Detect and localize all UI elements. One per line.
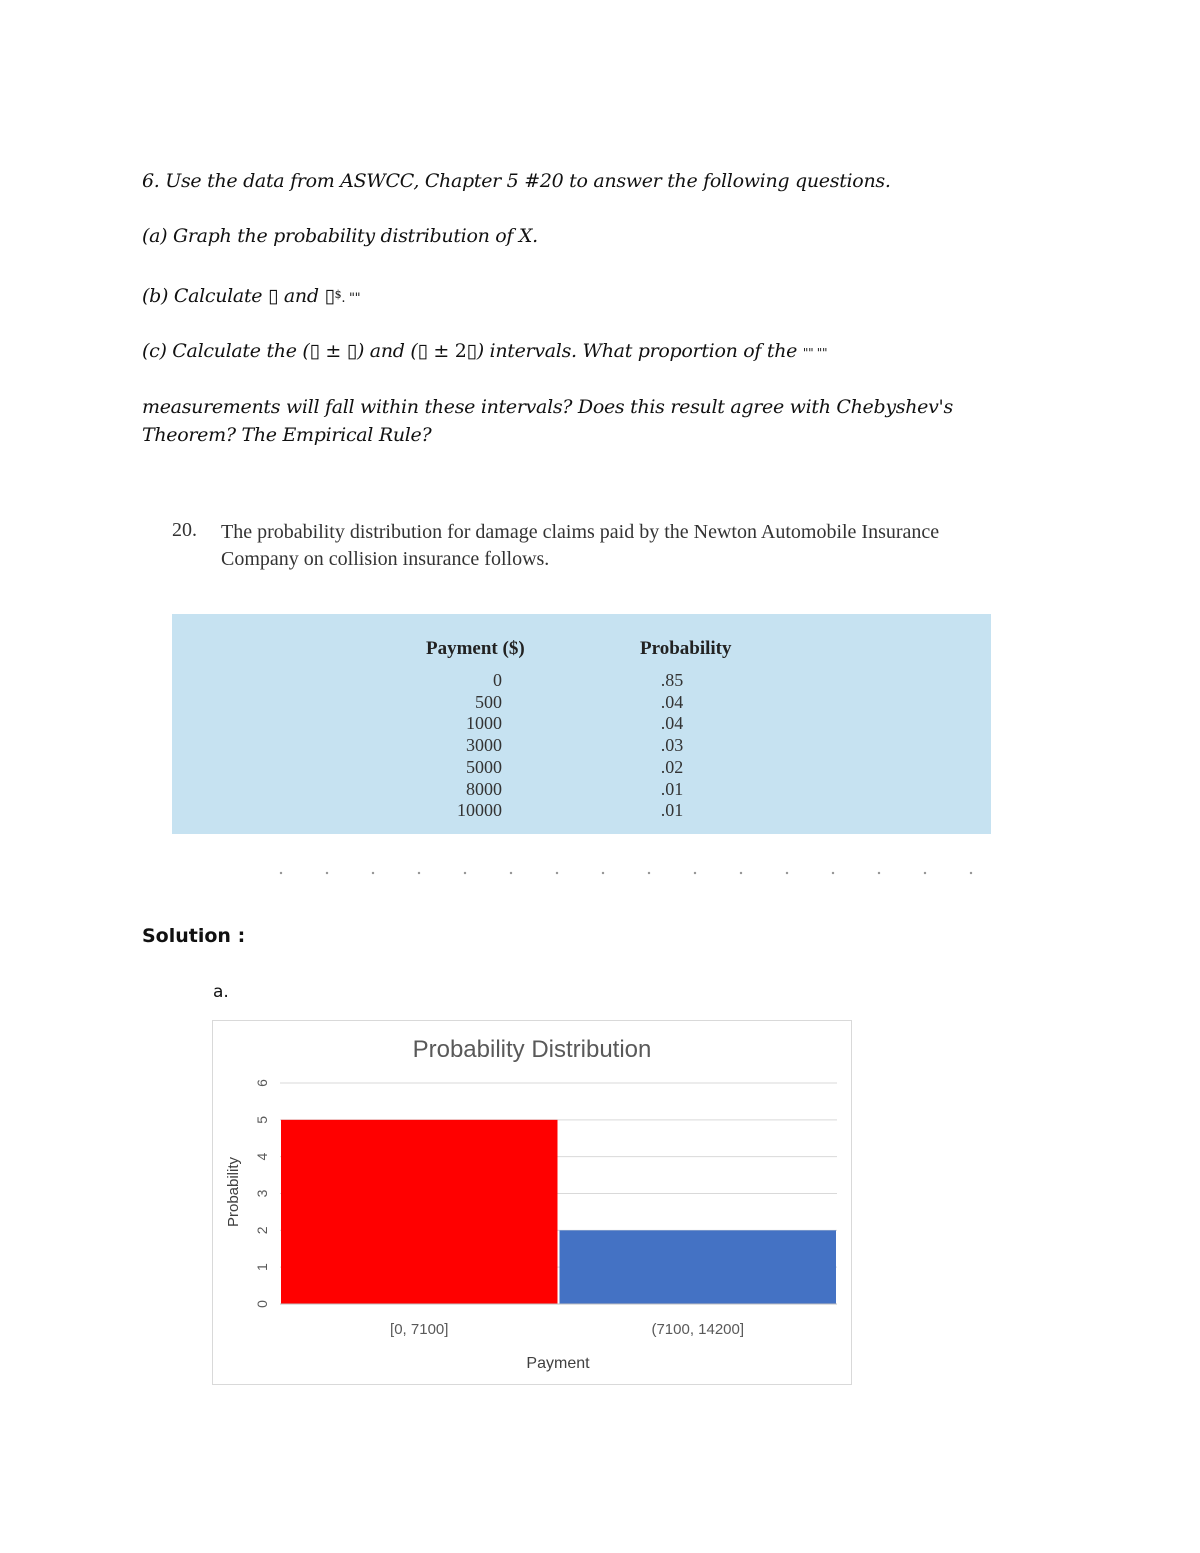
- table-cell-payment: 0: [493, 670, 502, 690]
- table-cell-payment: 5000: [466, 756, 502, 777]
- y-tick-label: 3: [254, 1189, 270, 1198]
- part-b-end: . "": [341, 291, 361, 306]
- sigma-symbol: ▯: [346, 340, 357, 362]
- chart-svg: [213, 1021, 851, 1384]
- sigma-symbol: ▯: [466, 340, 477, 362]
- y-tick-label: 2: [254, 1226, 270, 1235]
- table-cell-probability: .04: [660, 691, 684, 712]
- part-c-mid: ) and (: [356, 340, 418, 362]
- x-tick-label: [0, 7100]: [390, 1321, 449, 1338]
- part-c-marks: "" "": [802, 346, 828, 360]
- part-b-prefix: (b) Calculate: [142, 285, 268, 307]
- payment-column: [432, 670, 502, 822]
- exercise-number: 20.: [172, 519, 197, 541]
- x-axis-label: Payment: [526, 1355, 590, 1372]
- bar-1: [281, 1120, 558, 1304]
- solution-heading: Solution :: [142, 925, 246, 947]
- table-header-payment: Payment ($): [426, 638, 525, 659]
- y-tick-label: 0: [254, 1300, 270, 1308]
- question-part-a: (a) Graph the probability distribution of X.: [142, 225, 538, 247]
- part-c-prefix: (c) Calculate the (: [142, 340, 310, 362]
- plus-minus: ±: [319, 340, 347, 362]
- y-tick-label: 5: [254, 1115, 270, 1124]
- x-tick-label: (7100, 14200]: [651, 1321, 745, 1338]
- mu-symbol: ▯: [417, 340, 428, 362]
- mu-symbol: ▯: [267, 285, 279, 307]
- table-header-probability: Probability: [640, 638, 732, 659]
- table-cell-probability: .01: [660, 800, 684, 821]
- probability-chart: [212, 1020, 852, 1385]
- table-cell-payment: 3000: [466, 735, 502, 756]
- y-axis-label: Probability: [225, 1156, 242, 1228]
- table-cell-payment: 500: [475, 691, 502, 712]
- exercise-text: The probability distribution for damage claims paid by the Newton Automobile Insurance Company on collision insurance follows.: [221, 521, 940, 570]
- table-cell-probability: .85: [660, 670, 684, 690]
- part-b-mid: and: [278, 285, 325, 307]
- table-cell-probability: .02: [660, 756, 684, 777]
- probability-column: [642, 670, 702, 822]
- plus-minus-two: ± 2: [427, 340, 467, 362]
- question-part-b: [142, 285, 360, 307]
- question-part-c: [142, 340, 827, 362]
- cropped-text-remnant: [258, 868, 973, 878]
- table-cell-payment: 8000: [466, 778, 502, 799]
- table-cell-payment: 1000: [466, 713, 502, 734]
- y-tick-label: 6: [254, 1079, 270, 1087]
- bars: [280, 1120, 837, 1304]
- bar-2: [560, 1230, 837, 1304]
- probability-table: [172, 614, 991, 834]
- sigma-symbol: ▯: [324, 285, 335, 307]
- y-tick-label: 4: [254, 1152, 270, 1161]
- table-cell-probability: .04: [660, 713, 684, 734]
- y-tick-label: 1: [254, 1263, 270, 1272]
- table-cell-payment: 10000: [457, 800, 502, 821]
- y-tick-labels: [254, 1079, 270, 1308]
- table-cell-probability: .01: [660, 778, 684, 799]
- mu-symbol: ▯: [309, 340, 320, 362]
- x-tick-labels: [390, 1321, 744, 1338]
- solution-part-a-label: a.: [213, 982, 229, 1002]
- question-line-1: 6. Use the data from ASWCC, Chapter 5 #20 to answer the following questions.: [142, 170, 891, 192]
- table-cell-probability: .03: [660, 735, 684, 756]
- superscript-mark: $: [334, 288, 342, 301]
- question-part-c-continued: measurements will fall within these intervals? Does this result agree with Chebyshev's Theorem? The Empirical Rule?: [142, 396, 953, 446]
- part-c-end: ) intervals. What proportion of the: [476, 340, 803, 362]
- chart-title: Probability Distribution: [412, 1036, 652, 1063]
